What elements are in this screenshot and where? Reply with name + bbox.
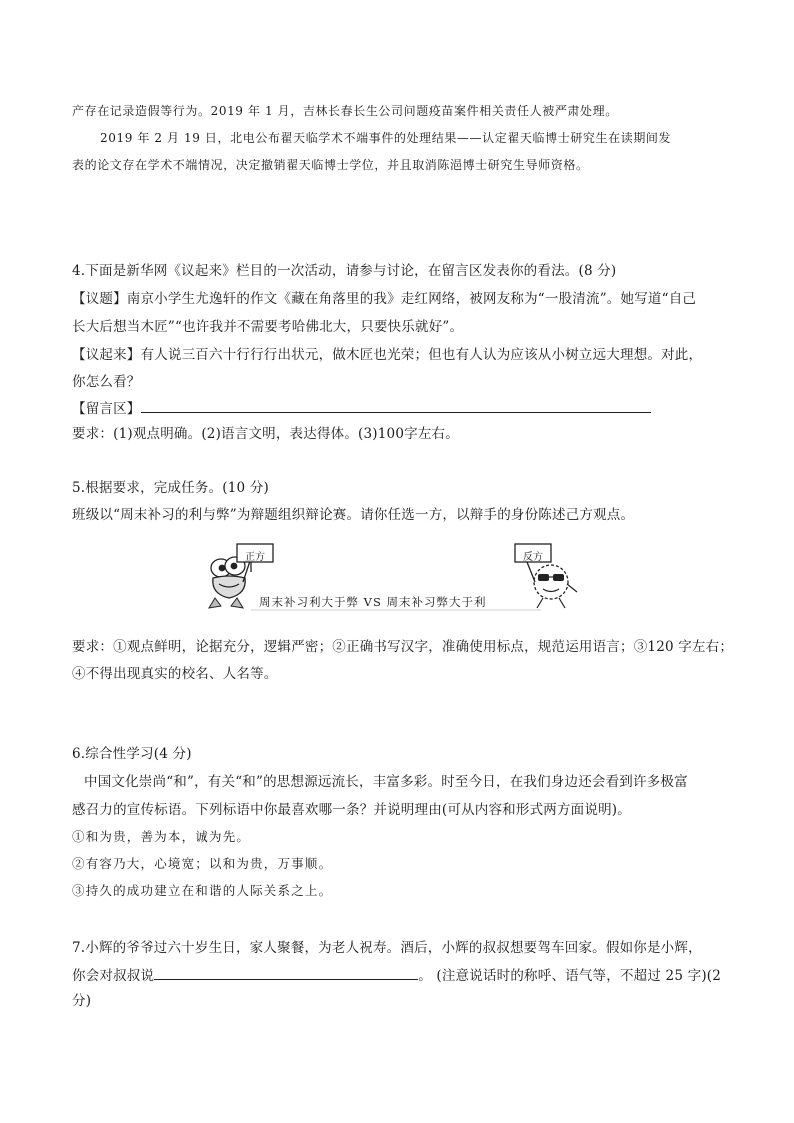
q7-prompt-prefix: 你会对叔叔说 xyxy=(72,968,155,984)
q7-prompt-suffix: 。 (注意说话时的称呼、语气等，不超过 25 字)(2 xyxy=(418,968,722,984)
q5-requirement-line-2: ④不得出现真实的校名、人名等。 xyxy=(72,666,278,682)
q7-line-2 xyxy=(72,965,721,986)
con-sign-label: 反方 xyxy=(523,552,543,563)
q7-line-1: 7.小辉的爷爷过六十岁生日，家人聚餐，为老人祝寿。酒后，小辉的叔叔想要驾车回家。假如你是小辉， xyxy=(72,940,702,956)
intro-line-1: 产存在记录造假等行为。2019 年 1 月，吉林长春长生公司问题疫苗案件相关责任人被严肃处理。 xyxy=(72,104,618,118)
q7-answer-blank[interactable] xyxy=(154,965,418,980)
q5-title: 5.根据要求，完成任务。(10 分) xyxy=(72,480,269,496)
q4-comment-row xyxy=(72,398,651,419)
q4-title: 4.下面是新华网《议起来》栏目的一次活动，请参与讨论，在留言区发表你的看法。(8 分) xyxy=(72,263,617,279)
frog-character-icon xyxy=(209,557,251,608)
q6-intro-line-2: 感召力的宣传标语。下列标语中你最喜欢哪一条？并说明理由(可从内容和形式两方面说明)。 xyxy=(72,802,631,818)
q6-title: 6.综合性学习(4 分) xyxy=(72,746,192,762)
intro-line-3: 表的论文存在学术不端情况，决定撤销翟天临博士学位，并且取消陈浥博士研究生导师资格。 xyxy=(72,158,589,172)
q4-topic-line-2: 长大后想当木匠”“也许我并不需要考哈佛北大，只要快乐就好”。 xyxy=(72,319,464,335)
debate-illustration xyxy=(205,538,585,612)
q6-option-2: ②有容乃大，心境宽；以和为贵，万事顺。 xyxy=(72,856,333,871)
q5-instruction: 班级以“周末补习的利与弊”为辩题组织辩论赛。请你任选一方，以辩手的身份陈述己方观点。 xyxy=(72,507,635,523)
debate-motto: 周末补习利大于弊 VS 周末补习弊大于利 xyxy=(259,595,487,609)
q5-requirement-line-1: 要求：①观点鲜明，论据充分，逻辑严密；②正确书写汉字，准确使用标点，规范运用语言；③120 字左右； xyxy=(72,639,734,655)
q4-comment-answer-blank[interactable] xyxy=(141,398,651,413)
pro-sign-label: 正方 xyxy=(245,552,265,563)
q6-option-3: ③持久的成功建立在和谐的人际关系之上。 xyxy=(72,883,333,898)
q4-discuss-line-1: 【议起来】有人说三百六十行行行出状元，做木匠也光荣；但也有人认为应该从小树立远大理想。对此， xyxy=(72,347,703,363)
q4-discuss-line-2: 你怎么看？ xyxy=(72,374,141,390)
q4-comment-label: 【留言区】 xyxy=(72,401,141,417)
sunglasses-character-icon xyxy=(527,562,577,608)
q4-topic-line-1: 【议题】南京小学生尤逸轩的作文《藏在角落里的我》走红网络，被网友称为“一股清流”。她写道“自己 xyxy=(72,291,697,307)
intro-line-2: 2019 年 2 月 19 日，北电公布翟天临学术不端事件的处理结果——认定翟天临博士研究生在读期间发 xyxy=(100,131,672,145)
q6-option-1: ①和为贵，善为本，诚为先。 xyxy=(72,829,251,844)
q7-line-3: 分) xyxy=(72,993,92,1009)
q4-requirement: 要求：(1)观点明确。(2)语言文明，表达得体。(3)100字左右。 xyxy=(72,426,459,442)
q6-intro-line-1: 中国文化崇尚“和”，有关“和”的思想源远流长，丰富多彩。时至今日，在我们身边还会看到许多极富 xyxy=(84,774,688,790)
